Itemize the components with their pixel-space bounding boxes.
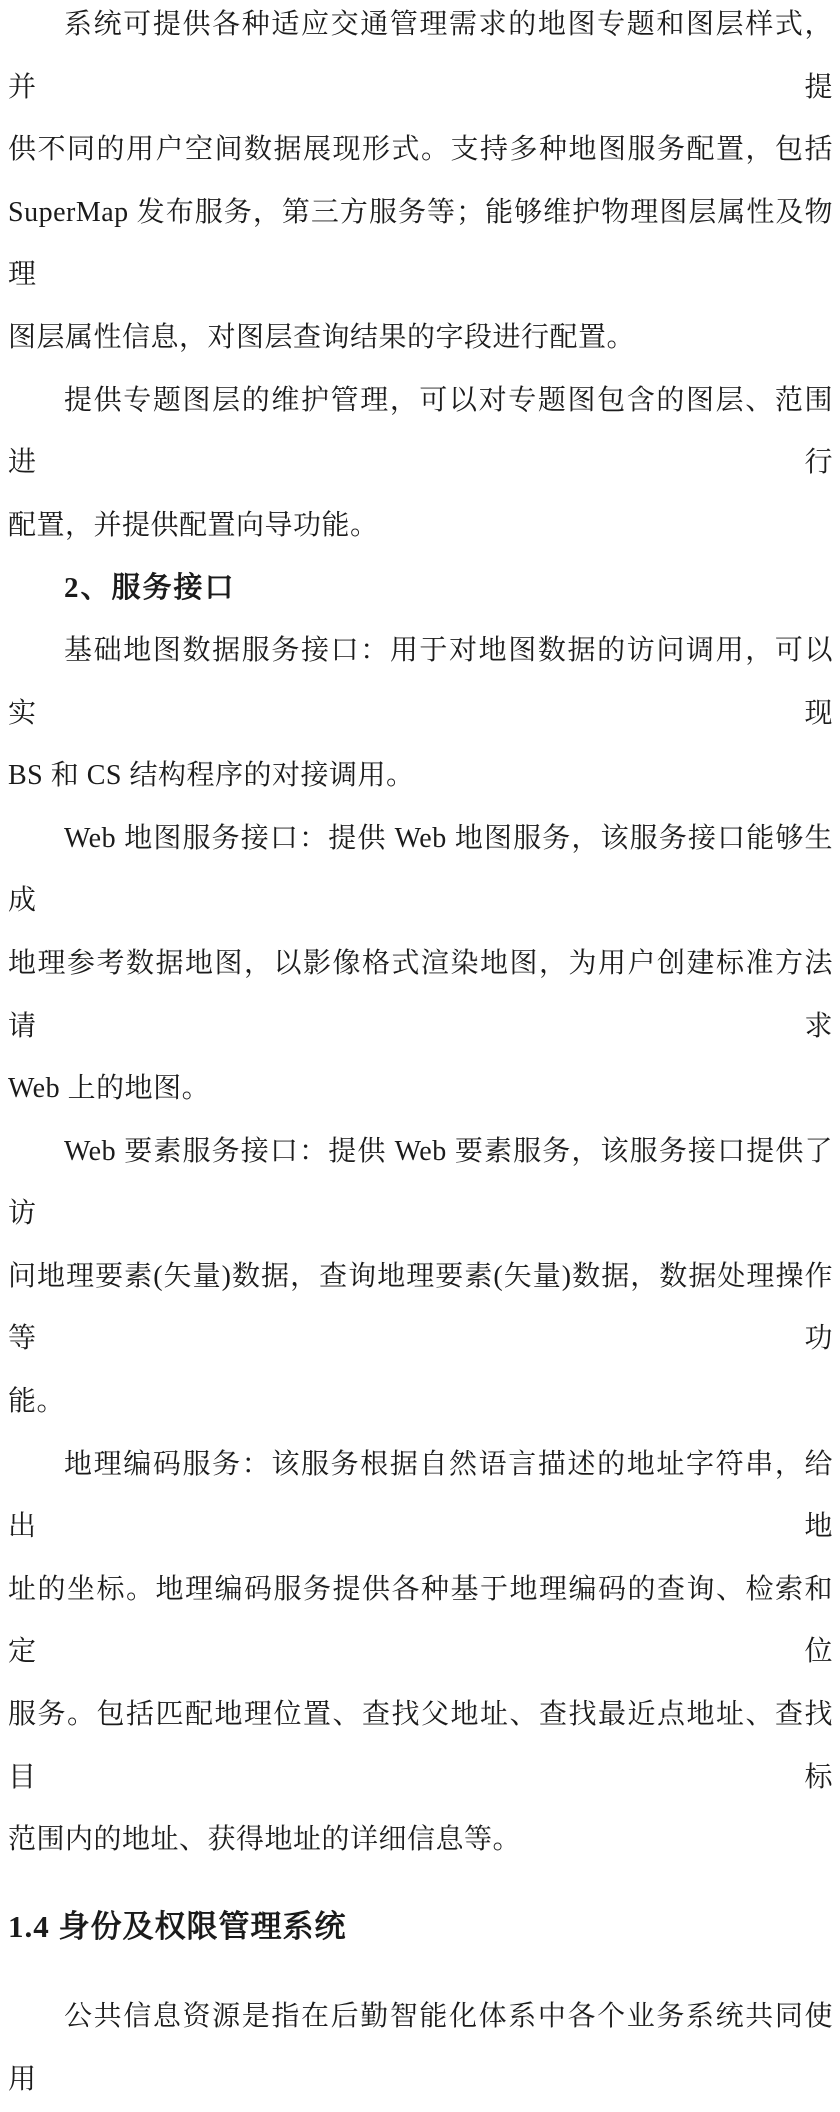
body-line: 图层属性信息，对图层查询结果的字段进行配置。 — [8, 321, 636, 353]
body-line: SuperMap 发布服务，第三方服务等；能够维护物理图层属性及物理 — [8, 196, 833, 291]
body-line: 址的坐标。地理编码服务提供各种基于地理编码的查询、检索和定位 — [8, 1573, 833, 1668]
body-line: BS 和 CS 结构程序的对接调用。 — [8, 760, 415, 792]
paragraph — [8, 1434, 833, 1872]
body-line: 系统可提供各种适应交通管理需求的地图专题和图层样式，并提 — [8, 9, 833, 103]
body-line: 提供专题图层的维护管理，可以对专题图包含的图层、范围进行 — [8, 384, 833, 479]
paragraph — [8, 370, 833, 558]
body-line: 基础地图数据服务接口：用于对地图数据的访问调用，可以实现 — [8, 634, 833, 729]
section-heading-service-api: 2、服务接口 — [64, 572, 236, 605]
paragraph — [8, 0, 833, 370]
section-heading-identity-management: 1.4 身份及权限管理系统 — [8, 1908, 347, 1944]
body-line: 服务。包括匹配地理位置、查找父地址、查找最近点地址、查找目标 — [8, 1699, 833, 1793]
body-line: 范围内的地址、获得地址的详细信息等。 — [8, 1824, 522, 1856]
paragraph — [8, 1121, 833, 1434]
body-line: 供不同的用户空间数据展现形式。支持多种地图服务配置，包括 — [8, 134, 833, 166]
body-line: 公共信息资源是指在后勤智能化体系中各个业务系统共同使用 — [8, 2001, 833, 2095]
paragraph — [8, 808, 833, 1121]
body-line: 地理编码服务：该服务根据自然语言描述的地址字符串，给出地 — [8, 1448, 833, 1543]
paragraph — [8, 1986, 833, 2111]
body-line: 问地理要素(矢量)数据，查询地理要素(矢量)数据，数据处理操作等功 — [8, 1260, 833, 1355]
body-line: Web 要素服务接口：提供 Web 要素服务，该服务接口提供了访 — [8, 1135, 833, 1230]
body-line: 能。 — [8, 1386, 66, 1418]
body-line: 配置，并提供配置向导功能。 — [8, 509, 379, 541]
body-line: Web 上的地图。 — [8, 1073, 211, 1105]
body-line: 地理参考数据地图，以影像格式渲染地图，为用户创建标准方法请求 — [8, 947, 833, 1042]
body-line: Web 地图服务接口：提供 Web 地图服务，该服务接口能够生成 — [8, 822, 833, 917]
paragraph — [8, 620, 833, 808]
